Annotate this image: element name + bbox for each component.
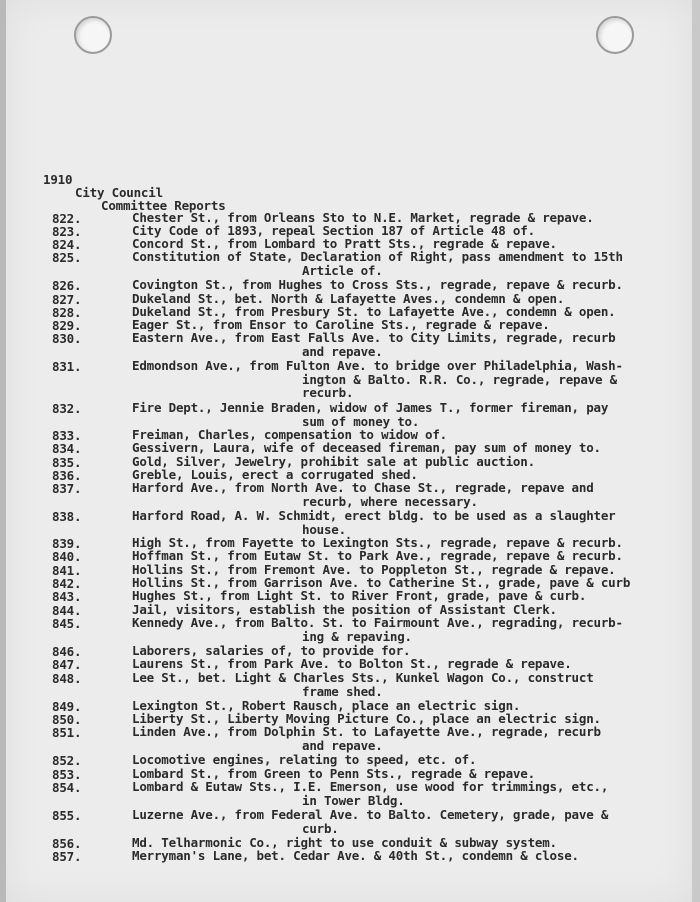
entry-number: 856. bbox=[52, 836, 82, 851]
entry-number: 849. bbox=[52, 699, 82, 714]
entry-text: Locomotive engines, relating to speed, etc. of. bbox=[132, 752, 477, 767]
entry-number: 822. bbox=[52, 211, 82, 226]
entry-number: 845. bbox=[52, 616, 82, 631]
entry-text: Chester St., from Orleans Sto to N.E. Market, regrade & repave. bbox=[132, 210, 594, 225]
entry-text: Luzerne Ave., from Federal Ave. to Balto. Cemetery, grade, pave & curb. bbox=[132, 807, 609, 836]
entry-text: Lombard & Eutaw Sts., I.E. Emerson, use wood for trimmings, etc., in Tower Bldg. bbox=[132, 779, 609, 808]
entry-number: 831. bbox=[52, 359, 82, 374]
entry-number: 852. bbox=[52, 753, 82, 768]
entry-number: 833. bbox=[52, 428, 82, 443]
entry-number: 836. bbox=[52, 468, 82, 483]
entry-text: Dukeland St., bet. North & Lafayette Aves., condemn & open. bbox=[132, 291, 565, 306]
entry-number: 832. bbox=[52, 401, 82, 416]
entry-text: Concord St., from Lombard to Pratt Sts., regrade & repave. bbox=[132, 236, 557, 251]
entry-number: 835. bbox=[52, 455, 82, 470]
entry-text: Harford Ave., from North Ave. to Chase St., regrade, repave and recurb, where necessary. bbox=[132, 480, 594, 509]
entry-text: Gessivern, Laura, wife of deceased fireman, pay sum of money to. bbox=[132, 440, 601, 455]
entry-number: 837. bbox=[52, 481, 82, 496]
entry-number: 838. bbox=[52, 509, 82, 524]
entry-text: Lexington St., Robert Rausch, place an electric sign. bbox=[132, 698, 521, 713]
section-heading: Committee Reports bbox=[101, 198, 226, 213]
entry-number: 829. bbox=[52, 318, 82, 333]
entry-text: Laborers, salaries of, to provide for. bbox=[132, 643, 411, 658]
entry-text: Harford Road, A. W. Schmidt, erect bldg. to be used as a slaughter house. bbox=[132, 508, 616, 537]
entry-number: 853. bbox=[52, 767, 82, 782]
entry-number: 844. bbox=[52, 603, 82, 618]
entry-number: 828. bbox=[52, 305, 82, 320]
entry-text: Hollins St., from Fremont Ave. to Poppleton St., regrade & repave. bbox=[132, 562, 616, 577]
entry-text: Fire Dept., Jennie Braden, widow of James T., former fireman, pay sum of money to. bbox=[132, 400, 609, 429]
entry-text: Eastern Ave., from East Falls Ave. to City Limits, regrade, recurb and repave. bbox=[132, 330, 616, 359]
entry-number: 830. bbox=[52, 331, 82, 346]
entry-text: High St., from Fayette to Lexington Sts., regrade, repave & recurb. bbox=[132, 535, 623, 550]
entry-text: Lombard St., from Green to Penn Sts., regrade & repave. bbox=[132, 766, 535, 781]
entry-number: 848. bbox=[52, 671, 82, 686]
entry-number: 840. bbox=[52, 549, 82, 564]
entry-number: 854. bbox=[52, 780, 82, 795]
entry-number: 857. bbox=[52, 849, 82, 864]
entry-text: Hollins St., from Garrison Ave. to Catherine St., grade, pave & curb bbox=[132, 575, 631, 590]
entry-text: Merryman's Lane, bet. Cedar Ave. & 40th St., condemn & close. bbox=[132, 848, 579, 863]
entry-number: 855. bbox=[52, 808, 82, 823]
entry-text: Lee St., bet. Light & Charles Sts., Kunkel Wagon Co., construct frame shed. bbox=[132, 670, 594, 699]
entry-text: City Code of 1893, repeal Section 187 of Article 48 of. bbox=[132, 223, 535, 238]
entry-number: 846. bbox=[52, 644, 82, 659]
entry-text: Constitution of State, Declaration of Right, pass amendment to 15th Article of. bbox=[132, 249, 623, 278]
body-heading: City Council bbox=[75, 185, 163, 200]
entry-number: 824. bbox=[52, 237, 82, 252]
entry-text: Kennedy Ave., from Balto. St. to Fairmount Ave., regrading, recurb- ing & repaving. bbox=[132, 615, 623, 644]
entry-number: 842. bbox=[52, 576, 82, 591]
entry-text: Greble, Louis, erect a corrugated shed. bbox=[132, 467, 418, 482]
entry-text: Jail, visitors, establish the position of Assistant Clerk. bbox=[132, 602, 557, 617]
punch-hole-left bbox=[74, 16, 112, 54]
entry-number: 839. bbox=[52, 536, 82, 551]
entry-text: Md. Telharmonic Co., right to use conduit & subway system. bbox=[132, 835, 557, 850]
entry-text: Liberty St., Liberty Moving Picture Co., place an electric sign. bbox=[132, 711, 601, 726]
entry-text: Laurens St., from Park Ave. to Bolton St., regrade & repave. bbox=[132, 656, 572, 671]
entry-text: Covington St., from Hughes to Cross Sts., regrade, repave & recurb. bbox=[132, 277, 623, 292]
entry-text: Linden Ave., from Dolphin St. to Lafayette Ave., regrade, recurb and repave. bbox=[132, 724, 601, 753]
entry-text: Hughes St., from Light St. to River Front, grade, pave & curb. bbox=[132, 588, 587, 603]
entry-text: Edmondson Ave., from Fulton Ave. to bridge over Philadelphia, Wash- ington & Balto. R.R. Co., regrade, repave & recurb. bbox=[132, 358, 623, 401]
entry-text: Hoffman St., from Eutaw St. to Park Ave., regrade, repave & recurb. bbox=[132, 548, 623, 563]
entry-text: Gold, Silver, Jewelry, prohibit sale at public auction. bbox=[132, 454, 535, 469]
entry-number: 851. bbox=[52, 725, 82, 740]
entry-number: 827. bbox=[52, 292, 82, 307]
entry-number: 823. bbox=[52, 224, 82, 239]
entry-number: 850. bbox=[52, 712, 82, 727]
year-heading: 1910 bbox=[43, 172, 73, 187]
punch-hole-right bbox=[596, 16, 634, 54]
page-edge bbox=[692, 0, 700, 902]
entry-number: 841. bbox=[52, 563, 82, 578]
entry-text: Freiman, Charles, compensation to widow of. bbox=[132, 427, 448, 442]
entry-number: 825. bbox=[52, 250, 82, 265]
entry-number: 834. bbox=[52, 441, 82, 456]
entry-text: Eager St., from Ensor to Caroline Sts., regrade & repave. bbox=[132, 317, 550, 332]
entry-number: 826. bbox=[52, 278, 82, 293]
entry-number: 847. bbox=[52, 657, 82, 672]
entry-number: 843. bbox=[52, 589, 82, 604]
entry-text: Dukeland St., from Presbury St. to Lafayette Ave., condemn & open. bbox=[132, 304, 616, 319]
